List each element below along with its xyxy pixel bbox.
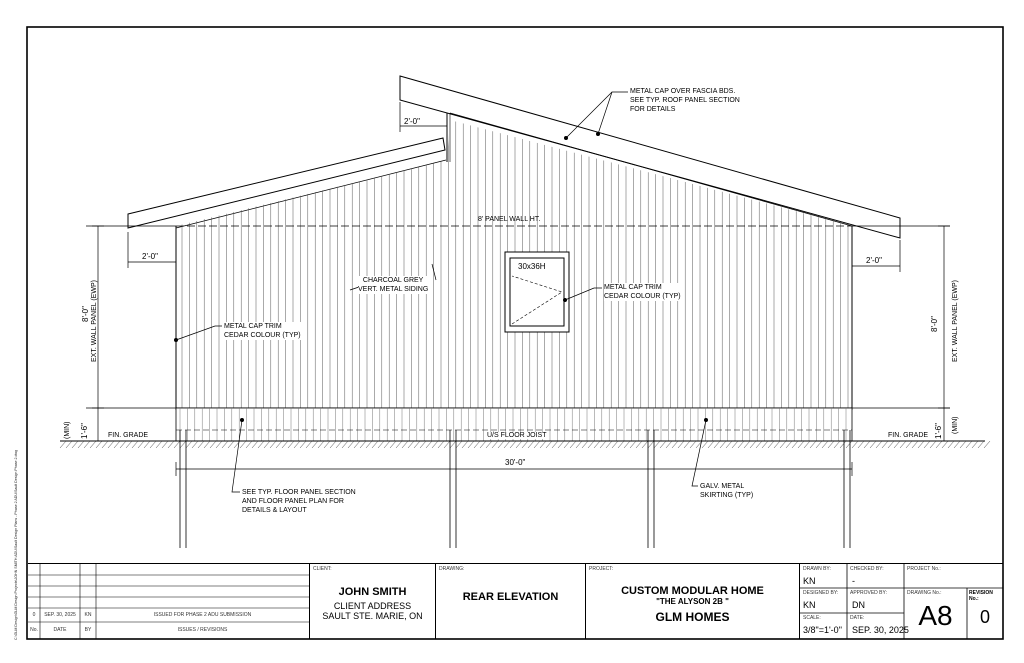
rev-hdr-date: DATE (53, 627, 67, 633)
dim-fascia-top: 2'-0" (404, 117, 420, 126)
note-siding: CHARCOAL GREY VERT. METAL SIDING (358, 277, 429, 293)
revision-number: 0 (979, 607, 990, 627)
project-label: PROJECT: (589, 566, 614, 572)
drawing-no-label: DRAWING No.: (907, 590, 942, 596)
project-line1: CUSTOM MODULAR HOME (621, 585, 764, 597)
rev-by: KN (84, 612, 92, 618)
dim-eave-left: 2'-0" (142, 252, 158, 261)
checked-by-label: CHECKED BY: (850, 566, 884, 572)
drawing-number: A8 (918, 600, 953, 631)
note-trim-window: METAL CAP TRIM CEDAR COLOUR (TYP) (604, 284, 681, 300)
window-size: 30x36H (518, 262, 546, 271)
file-path-text: C:\GLM Design\GLM Design Projects\JOHN SMITH ADU\Sault Design Plans - Phase 2 ADU\Sault Design Phase 2.dwg (14, 449, 18, 640)
drawing-label: DRAWING: (439, 566, 465, 572)
rev-hdr-desc: ISSUES / REVISIONS (177, 627, 228, 633)
checked-by: - (852, 576, 855, 586)
note-trim-left: METAL CAP TRIM CEDAR COLOUR (TYP) (224, 323, 301, 339)
rev-no: 0 (32, 612, 36, 618)
grade-left: FIN. GRADE (108, 432, 149, 439)
drawn-by-label: DRAWN BY: (803, 566, 831, 572)
designed-by-label: DESIGNED BY: (803, 590, 839, 596)
note-fascia: METAL CAP OVER FASCIA BDS. SEE TYP. ROOF PANEL SECTION FOR DETAILS (630, 88, 740, 113)
revisions-table (28, 564, 310, 639)
title-block (28, 563, 1003, 639)
info-cells (800, 564, 1003, 639)
rev-hdr-no: No. (30, 627, 38, 633)
overall-width: 30'-0" (505, 458, 526, 467)
note-skirting: GALV. METAL SKIRTING (TYP) (700, 483, 754, 499)
grade-right: FIN. GRADE (888, 432, 929, 439)
dim-eave-right: 2'-0" (866, 256, 882, 265)
wall-panel-left: EXT. WALL PANEL (EWP) (91, 280, 98, 362)
scale-value: 3/8"=1'-0" (803, 625, 842, 635)
approved-by: DN (852, 600, 865, 610)
scale-label: SCALE: (803, 615, 821, 621)
client-name: JOHN SMITH (338, 586, 407, 598)
project-no-label: PROJECT No.: (907, 566, 941, 572)
wall-panel-right: EXT. WALL PANEL (EWP) (952, 280, 959, 362)
designed-by: KN (803, 600, 816, 610)
min-right: (MIN) (952, 416, 959, 434)
min-height-left: 1'-6" (80, 423, 89, 439)
drawing-cell (436, 564, 586, 639)
project-line3: GLM HOMES (655, 610, 730, 624)
date-value: SEP. 30, 2025 (852, 625, 909, 635)
floor-joist-label: U/S FLOOR JOIST (487, 432, 547, 439)
rev-date: SEP. 30, 2025 (44, 612, 76, 618)
approved-by-label: APPROVED BY: (850, 590, 887, 596)
date-label: DATE: (850, 615, 865, 621)
client-address1: CLIENT ADDRESS (333, 601, 412, 611)
height-left: 8'-0" (81, 306, 90, 322)
rev-desc: ISSUED FOR PHASE 2 ADU SUBMISSION (153, 612, 252, 618)
panel-wall-height: 8' PANEL WALL HT. (478, 216, 541, 223)
min-left: (MIN) (64, 421, 71, 439)
height-right: 8'-0" (930, 316, 939, 332)
drawn-by: KN (803, 576, 816, 586)
project-cell (586, 564, 800, 639)
project-line2: "THE ALYSON 2B " (656, 597, 729, 606)
note-floor: SEE TYP. FLOOR PANEL SECTION AND FLOOR PANEL PLAN FOR DETAILS & LAYOUT (242, 489, 356, 514)
revision-no-label: REVISION No.: (969, 590, 993, 602)
min-height-right: 1'-6" (934, 423, 943, 439)
rev-hdr-by: BY (84, 627, 92, 633)
client-address2: SAULT STE. MARIE, ON (322, 611, 423, 621)
client-label: CLIENT: (313, 566, 332, 572)
client-cell (310, 564, 436, 639)
drawing-name: REAR ELEVATION (462, 591, 559, 603)
